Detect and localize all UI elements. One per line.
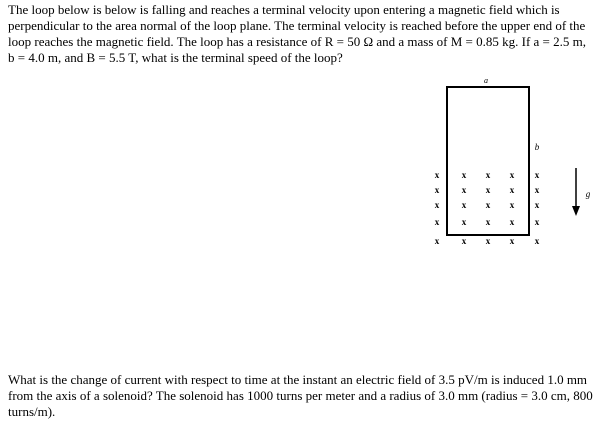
label-g: g bbox=[585, 189, 591, 199]
field-mark: x bbox=[461, 236, 467, 246]
field-mark: x bbox=[461, 170, 467, 180]
field-mark: x bbox=[534, 217, 540, 227]
gravity-arrow-icon bbox=[572, 168, 580, 216]
field-mark: x bbox=[509, 200, 515, 210]
field-mark: x bbox=[509, 236, 515, 246]
problem-2-text: What is the change of current with respect to time at the instant an electric field of 3.5 pV/m is induced 1.0 mm from the axis of a solenoid? The solenoid has 1000 turns per meter and a radius of 3.0 mm (radius = 3.0 cm, 800 turns/m). bbox=[8, 372, 593, 419]
field-mark: x bbox=[461, 217, 467, 227]
field-mark: x bbox=[534, 170, 540, 180]
field-mark: x bbox=[485, 236, 491, 246]
field-mark: x bbox=[509, 170, 515, 180]
field-mark: x bbox=[485, 170, 491, 180]
problem-1-text: The loop below is below is falling and reaches a terminal velocity upon entering a magnetic field which is perpendicular to the area normal of the loop plane. The terminal velocity is reached before the upper end of the loop reaches the magnetic field. The loop has a resistance of R = 50 Ω and a mass of M = 0.85 kg. If a = 2.5 m, b = 4.0 m, and B = 5.5 T, what is the terminal speed of the loop? bbox=[8, 2, 586, 65]
field-mark: x bbox=[534, 185, 540, 195]
field-mark: x bbox=[434, 200, 440, 210]
field-mark: x bbox=[461, 185, 467, 195]
conducting-loop bbox=[447, 87, 529, 235]
field-mark: x bbox=[434, 217, 440, 227]
field-mark: x bbox=[509, 185, 515, 195]
field-mark: x bbox=[534, 236, 540, 246]
field-mark: x bbox=[485, 217, 491, 227]
field-mark: x bbox=[434, 236, 440, 246]
label-b: b bbox=[534, 142, 540, 152]
field-mark: x bbox=[509, 217, 515, 227]
field-mark: x bbox=[485, 185, 491, 195]
field-mark: x bbox=[461, 200, 467, 210]
field-mark: x bbox=[434, 185, 440, 195]
field-mark: x bbox=[485, 200, 491, 210]
label-a: a bbox=[484, 76, 488, 85]
field-mark: x bbox=[534, 200, 540, 210]
field-mark: x bbox=[434, 170, 440, 180]
